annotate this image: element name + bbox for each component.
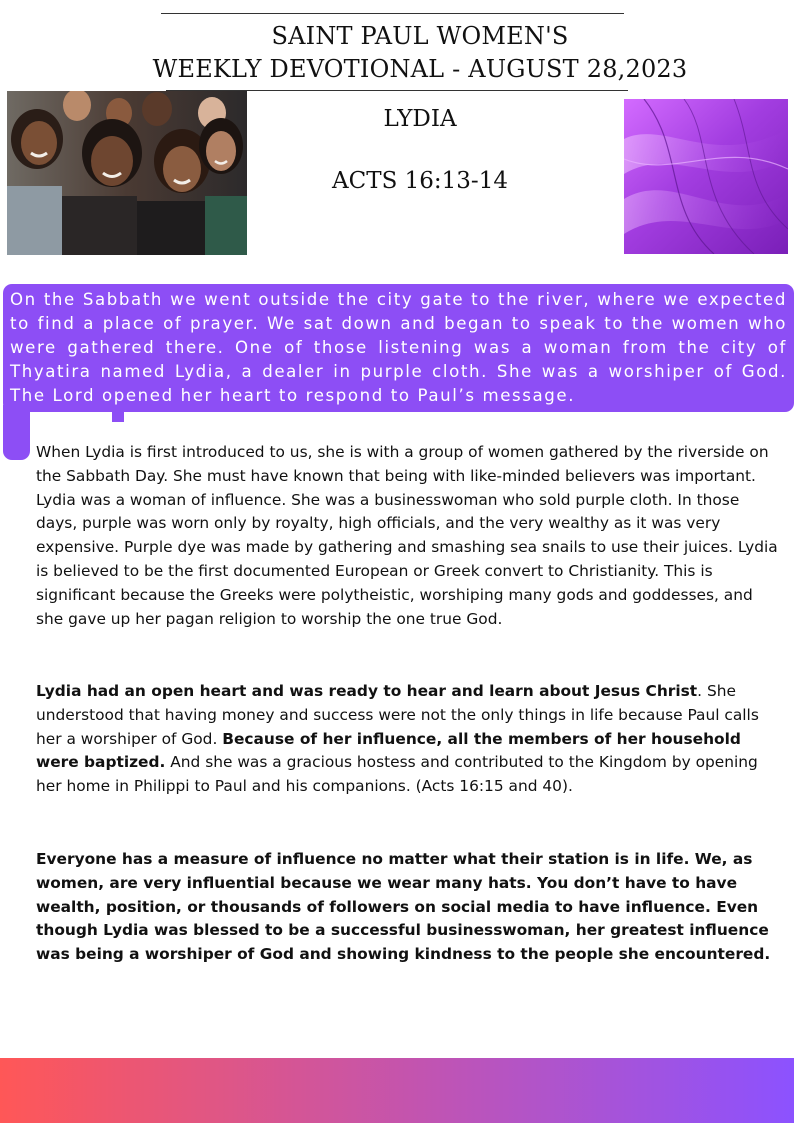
body-paragraph-3: Everyone has a measure of influence no matter what their station is in life. We, as women, are very influential because we wear many hats. You don’t have to have wealth, position, or thousands of followers on social media to have influence. Even though Lydia was blessed to be a successful businesswoman, her greatest influence was being a worshiper of God and showing kindness to the people she encountered. xyxy=(36,850,771,964)
scripture-quote: On the Sabbath we went outside the city gate to the river, where we expected to find a place of prayer. We sat down and began to speak to the women who were gathered there. One of those listening was a woman from the city of Thyatira named Lydia, a dealer in purple cloth. She was a worshiper of God. The Lord opened her heart to respond to Paul’s message. xyxy=(10,290,787,405)
page-title-line-2: WEEKLY DEVOTIONAL - AUGUST 28,2023 xyxy=(152,55,688,83)
scripture-callout-tab xyxy=(3,405,30,460)
body-paragraph-2-emphasis-2: Because of her influence, all the members of her household were baptized. xyxy=(36,729,741,772)
body-paragraph-2-text-1: . She understood that having money and success were not the only things in life because Paul calls her a worshiper of God. xyxy=(36,682,759,748)
purple-silk-image xyxy=(624,99,788,254)
devotional-subject: LYDIA xyxy=(383,106,457,132)
body-paragraph-1: When Lydia is first introduced to us, she is with a group of women gathered by the riverside on the Sabbath Day. She must have known that being with like-minded believers was important. Lydia was a woman of influence. She was a businesswoman who sold purple cloth. In those days, purple was worn only by royalty, high officials, and the very wealthy as it was very expensive. Purple dye was made by gathering and smashing sea snails to use their juices. Lydia is believed to be the first documented European or Greek convert to Christianity. This is significant because the Greeks were polytheistic, worshiping many gods and goddesses, and she gave up her pagan religion to worship the one true God. xyxy=(36,443,778,628)
page-title-line-1: SAINT PAUL WOMEN'S xyxy=(271,22,569,50)
group-of-women-photo xyxy=(7,91,247,255)
footer-gradient-bar xyxy=(0,1058,794,1123)
group-photo-illustration xyxy=(7,91,247,255)
scripture-reference: ACTS 16:13-14 xyxy=(332,168,508,194)
header-top-rule xyxy=(161,13,624,14)
body-paragraph-2-text-2: And she was a gracious hostess and contributed to the Kingdom by opening her home in Philippi to Paul and his companions. (Acts 16:15 and 40). xyxy=(36,753,758,796)
scripture-callout-notch xyxy=(112,412,124,422)
body-paragraph-2-emphasis-1: Lydia had an open heart and was ready to hear and learn about Jesus Christ xyxy=(36,682,698,700)
body-paragraph-2 xyxy=(36,680,781,799)
purple-silk-illustration xyxy=(624,99,788,254)
